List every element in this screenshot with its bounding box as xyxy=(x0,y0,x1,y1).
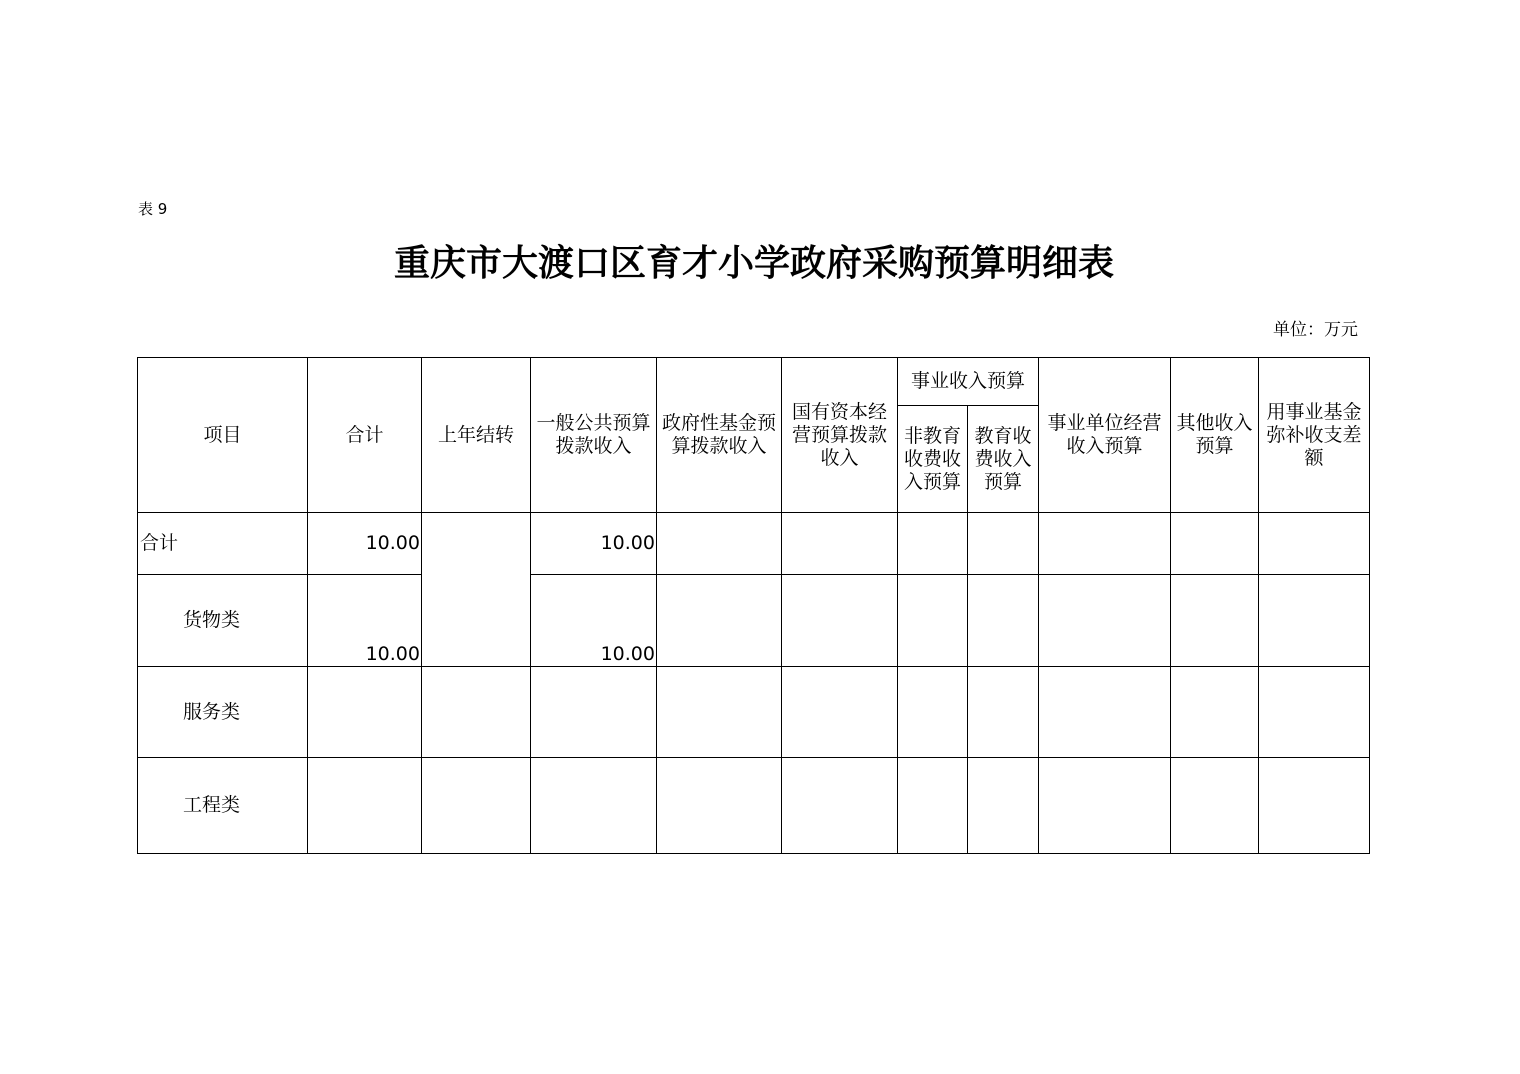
table-number: 表 9 xyxy=(138,200,168,218)
cell-fund-gap xyxy=(1259,758,1370,854)
cell-gov-fund xyxy=(657,667,782,758)
cell-general-budget: 10.00 xyxy=(531,575,657,667)
document-title: 重庆市大渡口区育才小学政府采购预算明细表 xyxy=(393,243,1114,284)
cell-edu-fee xyxy=(968,513,1039,575)
header-business-income-group: 事业收入预算 xyxy=(898,358,1039,406)
cell-edu-fee xyxy=(968,575,1039,667)
cell-other-income xyxy=(1171,758,1259,854)
row-label: 货物类 xyxy=(138,575,308,667)
header-fund-gap: 用事业基金弥补收支差额 xyxy=(1259,358,1370,513)
cell-non-edu-fee xyxy=(898,667,968,758)
table-row-total xyxy=(138,513,1370,575)
cell-gov-fund xyxy=(657,575,782,667)
header-general-budget: 一般公共预算拨款收入 xyxy=(531,358,657,513)
cell-state-capital xyxy=(782,758,898,854)
header-state-capital: 国有资本经营预算拨款收入 xyxy=(782,358,898,513)
cell-operating-income xyxy=(1039,575,1171,667)
cell-general-budget: 10.00 xyxy=(531,513,657,575)
header-edu-fee: 教育收费收入预算 xyxy=(968,406,1039,513)
cell-gov-fund xyxy=(657,758,782,854)
cell-total: 10.00 xyxy=(308,575,422,667)
cell-fund-gap xyxy=(1259,575,1370,667)
row-label: 服务类 xyxy=(138,667,308,758)
cell-other-income xyxy=(1171,513,1259,575)
cell-operating-income xyxy=(1039,758,1171,854)
cell-operating-income xyxy=(1039,667,1171,758)
cell-edu-fee xyxy=(968,667,1039,758)
cell-carryover xyxy=(422,667,531,758)
cell-other-income xyxy=(1171,575,1259,667)
cell-total: 10.00 xyxy=(308,513,422,575)
procurement-budget-table xyxy=(137,357,1370,854)
header-non-edu-fee: 非教育收费收入预算 xyxy=(898,406,968,513)
header-gov-fund: 政府性基金预算拨款收入 xyxy=(657,358,782,513)
cell-general-budget xyxy=(531,667,657,758)
table-row-goods xyxy=(138,575,1370,667)
table-row-works xyxy=(138,758,1370,854)
cell-general-budget xyxy=(531,758,657,854)
cell-carryover xyxy=(422,513,531,667)
header-total: 合计 xyxy=(308,358,422,513)
cell-operating-income xyxy=(1039,513,1171,575)
cell-total xyxy=(308,667,422,758)
header-item: 项目 xyxy=(138,358,308,513)
table-row-services xyxy=(138,667,1370,758)
cell-non-edu-fee xyxy=(898,758,968,854)
cell-other-income xyxy=(1171,667,1259,758)
cell-non-edu-fee xyxy=(898,513,968,575)
cell-fund-gap xyxy=(1259,513,1370,575)
row-label: 工程类 xyxy=(138,758,308,854)
cell-state-capital xyxy=(782,513,898,575)
cell-state-capital xyxy=(782,667,898,758)
cell-carryover xyxy=(422,758,531,854)
cell-total xyxy=(308,758,422,854)
unit-label: 单位：万元 xyxy=(1273,320,1358,340)
cell-fund-gap xyxy=(1259,667,1370,758)
row-label: 合计 xyxy=(138,513,308,575)
header-other-income: 其他收入预算 xyxy=(1171,358,1259,513)
header-operating-income: 事业单位经营收入预算 xyxy=(1039,358,1171,513)
cell-state-capital xyxy=(782,575,898,667)
cell-edu-fee xyxy=(968,758,1039,854)
cell-non-edu-fee xyxy=(898,575,968,667)
cell-gov-fund xyxy=(657,513,782,575)
header-carryover: 上年结转 xyxy=(422,358,531,513)
